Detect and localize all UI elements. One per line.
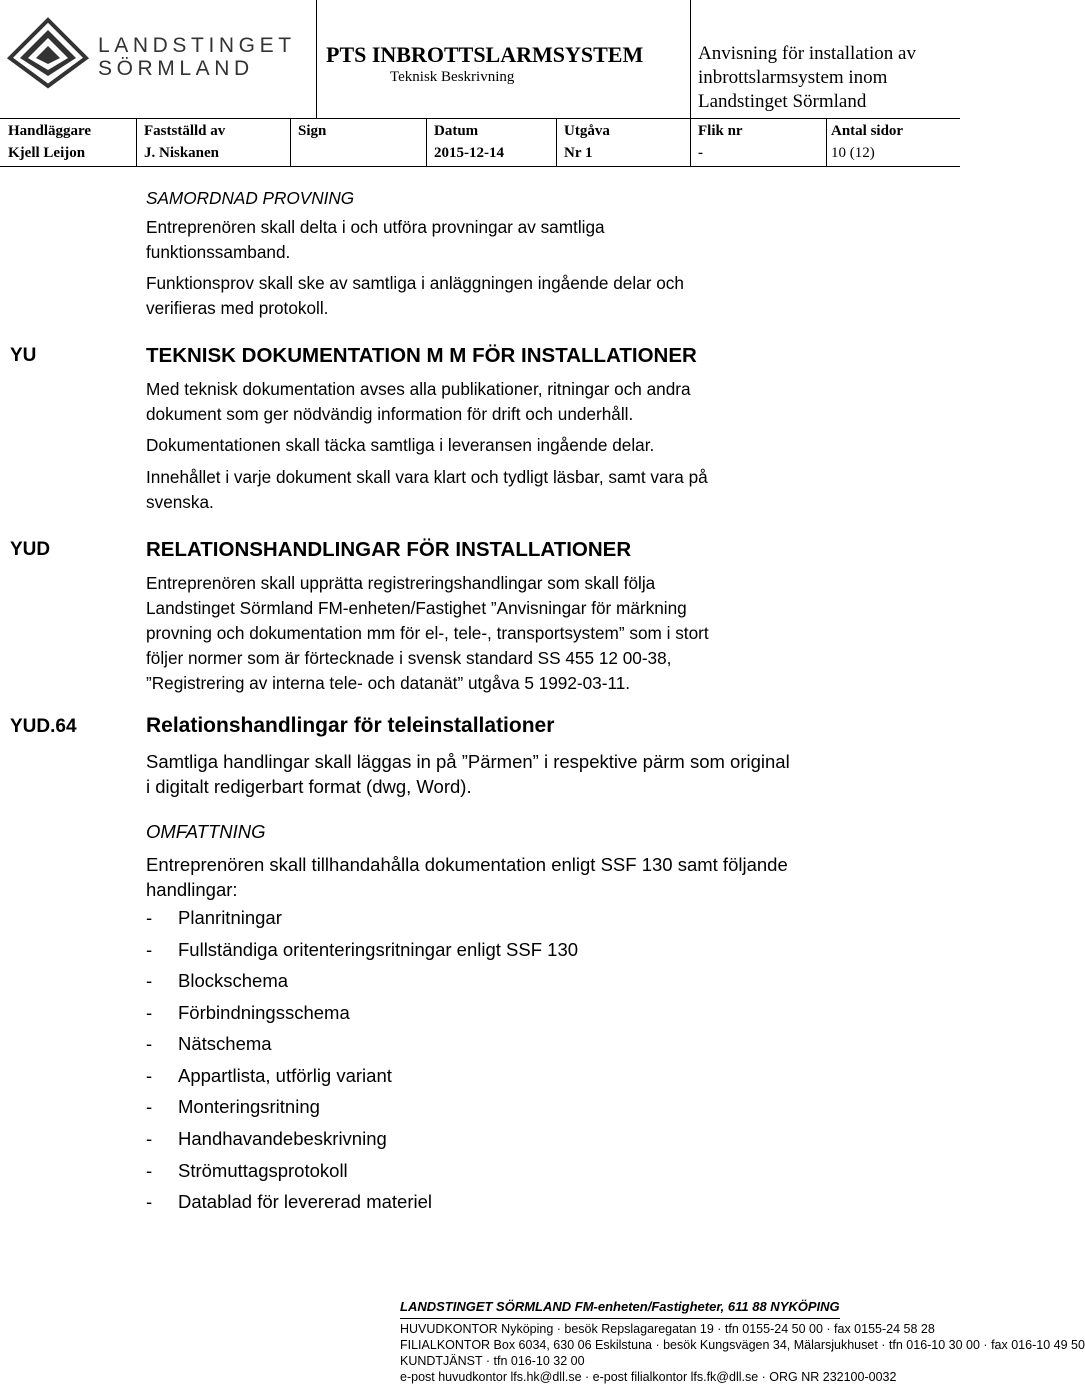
logo-text-line2: SÖRMLAND: [98, 57, 254, 80]
omfattning-line: Entreprenören skall tillhandahålla dokumentation enligt SSF 130 samt följande: [146, 854, 788, 875]
section-code-yu: YU: [10, 345, 37, 366]
samordnad-line: Funktionsprov skall ske av samtliga i anläggningen ingående delar och: [146, 273, 684, 293]
list-marker: -: [146, 1033, 153, 1054]
yud-line: ”Registrering av interna tele- och datanät” utgåva 5 1992-03-11.: [146, 673, 631, 693]
yu-line: dokument som ger nödvändig information för drift och underhåll.: [146, 404, 634, 424]
flik-value: -: [698, 145, 703, 161]
list-item: Strömuttagsprotokoll: [178, 1160, 348, 1181]
yud64-line: Samtliga handlingar skall läggas in på ”Pärmen” i respektive pärm som original: [146, 751, 790, 772]
footer-line: e-post huvudkontor lfs.hk@dll.se · e-post filialkontor lfs.fk@dll.se · ORG NR 232100-0032: [400, 1370, 897, 1384]
flik-label: Flik nr: [698, 123, 743, 139]
list-item: Nätschema: [178, 1033, 272, 1054]
document-description-line: Anvisning för installation av: [698, 43, 916, 64]
list-marker: -: [146, 1160, 153, 1181]
list-item: Fullständiga oritenteringsritningar enligt SSF 130: [178, 939, 579, 960]
list-item: Datablad för levererad materiel: [178, 1191, 432, 1212]
section-code-yud: YUD: [10, 539, 51, 560]
yud-heading: RELATIONSHANDLINGAR FÖR INSTALLATIONER: [146, 538, 632, 561]
yud-line: följer normer som är förtecknade i svensk standard SS 455 12 00-38,: [146, 648, 672, 668]
list-marker: -: [146, 1002, 153, 1023]
list-item: Appartlista, utförlig variant: [178, 1065, 392, 1086]
samordnad-line: Entreprenören skall delta i och utföra provningar av samtliga: [146, 217, 605, 237]
yud64-line: i digitalt redigerbart format (dwg, Word).: [146, 776, 472, 797]
samordnad-line: funktionssamband.: [146, 242, 291, 262]
list-marker: -: [146, 1191, 153, 1212]
list-item: Monteringsritning: [178, 1096, 320, 1117]
logo-text-line1: LANDSTINGET: [98, 34, 296, 57]
list-item: Förbindningsschema: [178, 1002, 350, 1023]
samordnad-heading: SAMORDNAD PROVNING: [146, 188, 355, 208]
omfattning-line: handlingar:: [146, 879, 238, 900]
list-item: Blockschema: [178, 970, 289, 991]
sign-label: Sign: [298, 123, 327, 139]
document-description-line: Landstinget Sörmland: [698, 91, 867, 112]
document-description: [698, 42, 958, 114]
footer-title: LANDSTINGET SÖRMLAND FM-enheten/Fastigheter, 611 88 NYKÖPING: [400, 1299, 840, 1314]
faststalld-label: Fastställd av: [144, 123, 226, 139]
document-title: PTS INBROTTSLARMSYSTEM: [326, 42, 644, 67]
handlaggare-value: Kjell Leijon: [8, 145, 86, 161]
utgava-value: Nr 1: [564, 145, 593, 161]
list-marker: -: [146, 1128, 153, 1149]
document-subtitle: Teknisk Beskrivning: [390, 69, 515, 85]
list-marker: -: [146, 907, 153, 928]
antal-sidor-value: 10 (12): [831, 145, 875, 161]
yu-line: Med teknisk dokumentation avses alla publikationer, ritningar och andra: [146, 379, 691, 399]
yud-line: Landstinget Sörmland FM-enheten/Fastighet ”Anvisningar för märkning: [146, 598, 687, 618]
footer-line: FILIALKONTOR Box 6034, 630 06 Eskilstuna · besök Kungsvägen 34, Mälarsjukhuset · tfn 016-10 30 00 · fax 016-10 49 50: [400, 1338, 1085, 1352]
samordnad-line: verifieras med protokoll.: [146, 298, 329, 318]
footer-line: HUVUDKONTOR Nyköping · besök Repslagaregatan 19 · tfn 0155-24 50 00 · fax 0155-24 58 28: [400, 1322, 935, 1336]
yud-line: provning och dokumentation mm för el-, tele-, transportsystem” som i stort: [146, 623, 709, 643]
yu-line: svenska.: [146, 492, 214, 512]
faststalld-value: J. Niskanen: [144, 145, 220, 161]
document-description-line: inbrottslarmsystem inom: [698, 67, 888, 88]
footer-line: KUNDTJÄNST · tfn 016-10 32 00: [400, 1354, 585, 1368]
handlaggare-label: Handläggare: [8, 123, 92, 139]
antal-sidor-label: Antal sidor: [831, 123, 904, 139]
list-item: Handhavandebeskrivning: [178, 1128, 387, 1149]
yu-line: Dokumentationen skall täcka samtliga i leveransen ingående delar.: [146, 435, 655, 455]
datum-label: Datum: [434, 123, 479, 139]
section-code-yud64: YUD.64: [10, 716, 77, 737]
list-item: Planritningar: [178, 907, 282, 928]
landstinget-emblem-icon: [8, 18, 88, 88]
list-marker: -: [146, 1096, 153, 1117]
utgava-label: Utgåva: [564, 123, 610, 139]
list-marker: -: [146, 1065, 153, 1086]
list-marker: -: [146, 970, 153, 991]
datum-value: 2015-12-14: [434, 145, 504, 161]
omfattning-heading: OMFATTNING: [146, 821, 266, 842]
yud64-heading: Relationshandlingar för teleinstallationer: [146, 714, 555, 737]
yu-line: Innehållet i varje dokument skall vara klart och tydligt läsbar, samt vara på: [146, 467, 708, 487]
list-marker: -: [146, 939, 153, 960]
yu-heading: TEKNISK DOKUMENTATION M M FÖR INSTALLATIONER: [146, 344, 697, 367]
yud-line: Entreprenören skall upprätta registreringshandlingar som skall följa: [146, 573, 656, 593]
